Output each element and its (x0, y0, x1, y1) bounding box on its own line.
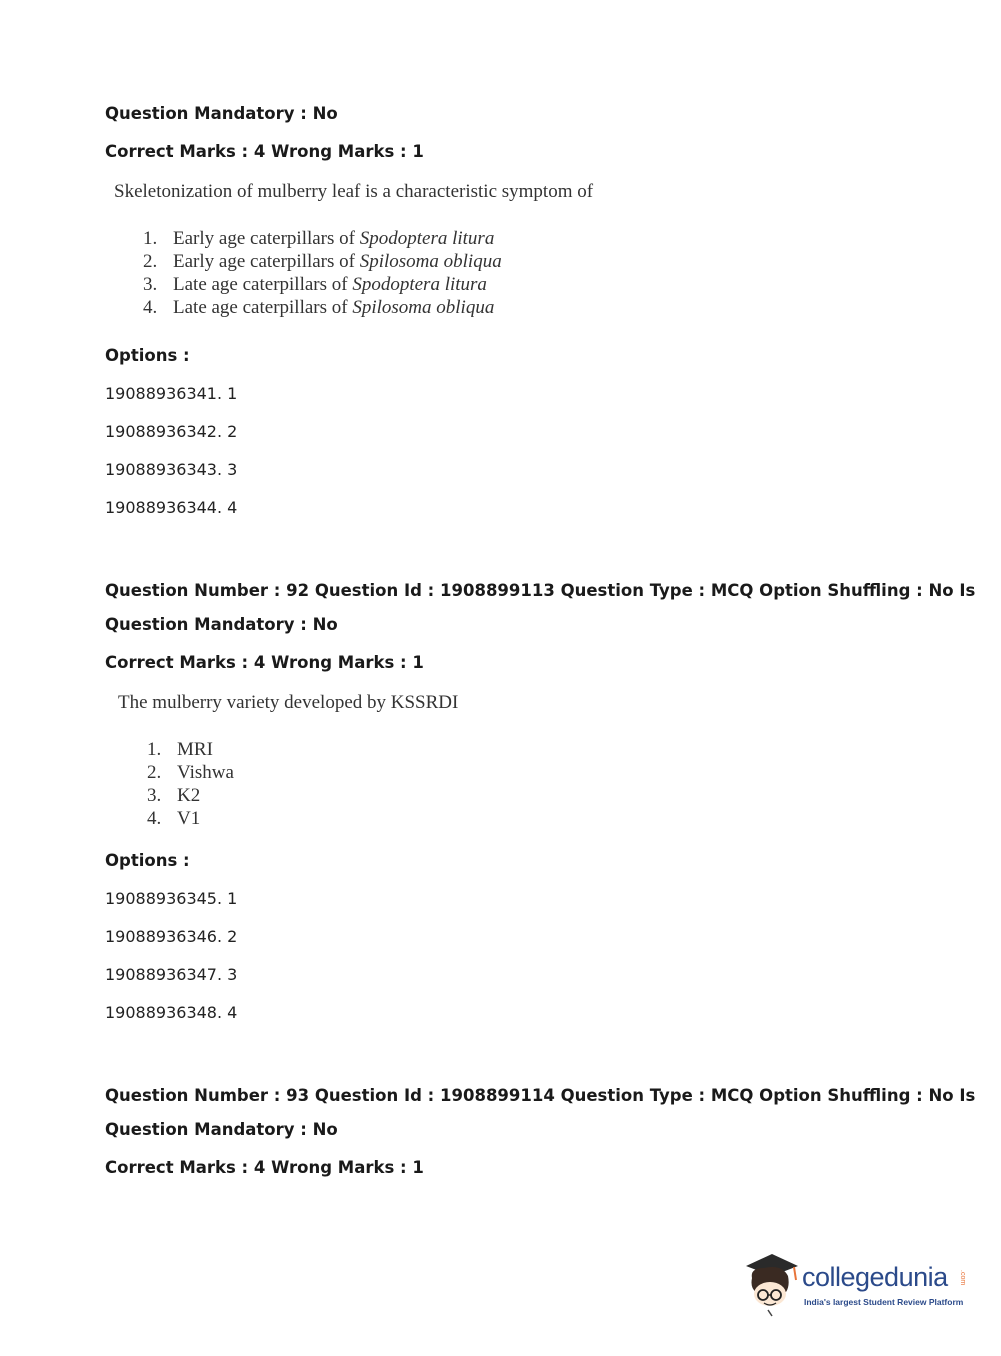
options-label-91: Options : (105, 346, 190, 365)
choice-item: 4. Late age caterpillars of Spilosoma obliqua (143, 297, 495, 318)
option-item: 19088936348. 4 (105, 1003, 238, 1022)
options-label-92: Options : (105, 851, 190, 870)
question-choices-92 (147, 738, 234, 830)
choice-item: 1. MRI (147, 739, 213, 760)
choice-item: 2. Vishwa (147, 762, 234, 783)
logo-com: .com (959, 1270, 966, 1286)
question-mandatory-92: Question Mandatory : No (105, 615, 338, 634)
choice-item: 3. K2 (147, 785, 201, 806)
choice-item: 4. V1 (147, 808, 201, 829)
option-item: 19088936343. 3 (105, 460, 238, 479)
marks-93: Correct Marks : 4 Wrong Marks : 1 (105, 1158, 424, 1177)
option-item: 19088936346. 2 (105, 927, 238, 946)
marks-91: Correct Marks : 4 Wrong Marks : 1 (105, 142, 424, 161)
question-header-93: Question Number : 93 Question Id : 1908899114 Question Type : MCQ Option Shuffling : No Is (105, 1086, 976, 1105)
choice-item: 1. Early age caterpillars of Spodoptera litura (143, 228, 495, 249)
question-text-91: Skeletonization of mulberry leaf is a characteristic symptom of (114, 181, 594, 202)
choice-item: 2. Early age caterpillars of Spilosoma obliqua (143, 251, 502, 272)
logo-name: collegedunia (802, 1262, 948, 1292)
choice-item: 3. Late age caterpillars of Spodoptera litura (143, 274, 487, 295)
option-item: 19088936347. 3 (105, 965, 238, 984)
mascot-icon (742, 1248, 802, 1318)
question-header-92: Question Number : 92 Question Id : 1908899113 Question Type : MCQ Option Shuffling : No Is (105, 581, 976, 600)
question-text-92: The mulberry variety developed by KSSRDI (118, 692, 459, 713)
collegedunia-logo (742, 1248, 972, 1318)
option-item: 19088936345. 1 (105, 889, 238, 908)
option-item: 19088936342. 2 (105, 422, 238, 441)
logo-tagline: India's largest Student Review Platform (804, 1297, 964, 1307)
question-mandatory-91: Question Mandatory : No (105, 104, 338, 123)
option-item: 19088936341. 1 (105, 384, 238, 403)
option-item: 19088936344. 4 (105, 498, 238, 517)
marks-92: Correct Marks : 4 Wrong Marks : 1 (105, 653, 424, 672)
question-choices-91 (143, 227, 502, 319)
question-mandatory-93: Question Mandatory : No (105, 1120, 338, 1139)
